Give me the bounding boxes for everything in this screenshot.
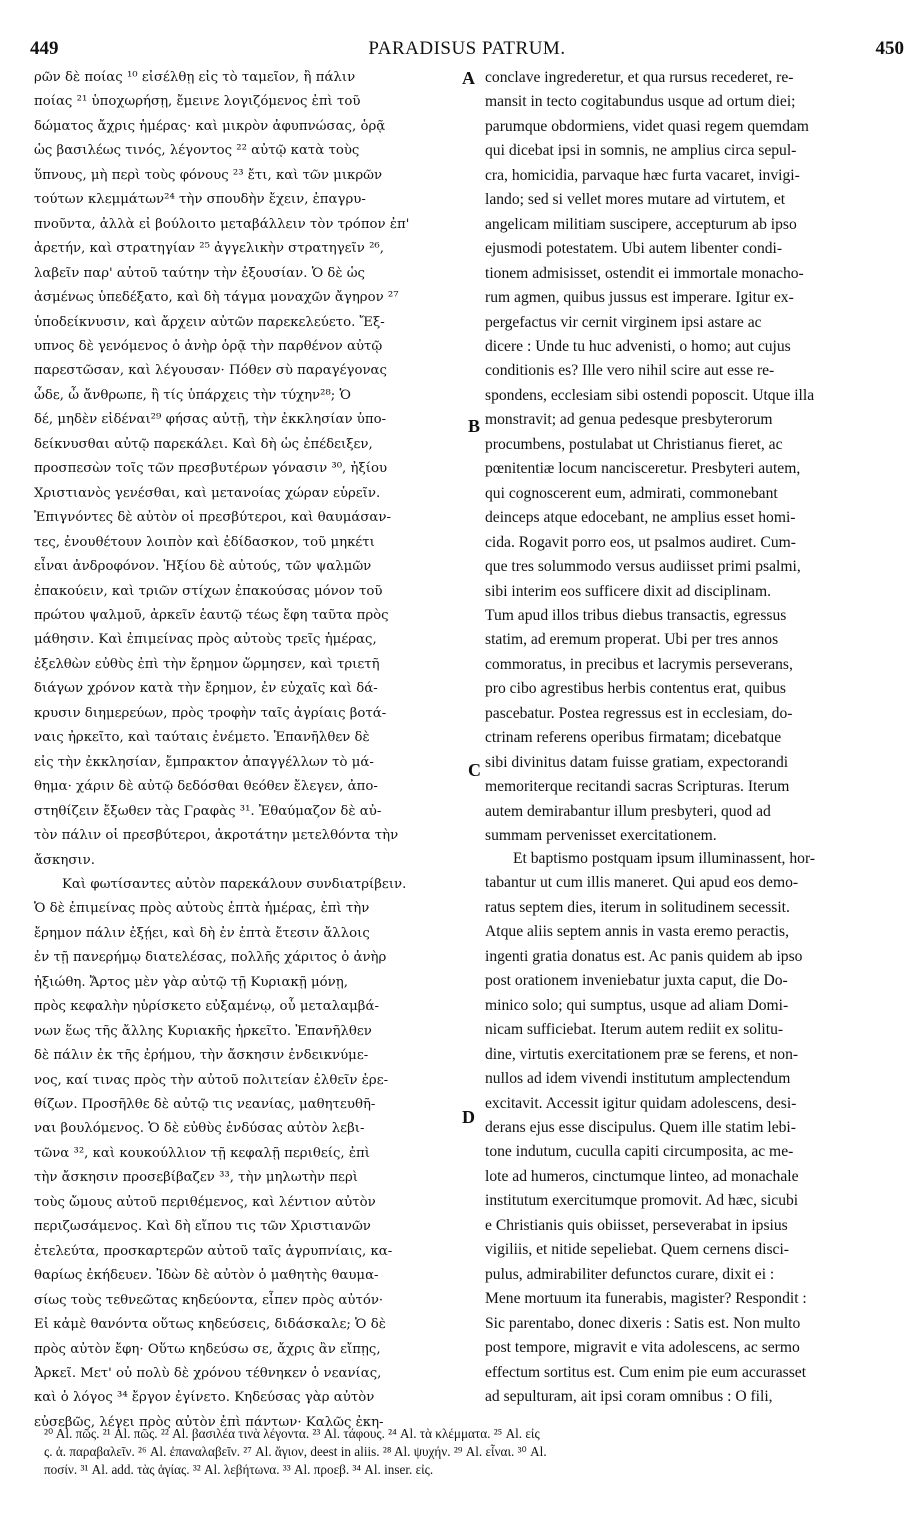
greek-text-line: δὲ πάλιν ἐκ τῆς ἐρήμου, τὴν ἄσκησιν ἐνδεικνύμε- — [34, 1048, 369, 1064]
greek-text-line: καὶ ὁ λόγος ³⁴ ἔργον ἐγίνετο. Κηδεύσας γὰρ αὐτὸν — [34, 1390, 375, 1406]
greek-text-line: Καὶ φωτίσαντες αὐτὸν παρεκάλουν συνδιατρίβειν. — [62, 876, 407, 892]
latin-text-line: derans ejus esse discipulus. Quem ille statim lebi- — [485, 1118, 796, 1136]
greek-column — [34, 66, 458, 1435]
footnote-line: ποσίν. ³¹ Al. add. τὰς ἁγίας. ³² Al. λεβήτωνα. ³³ Al. προεβ. ³⁴ Al. inser. εἰς. — [44, 1462, 434, 1477]
latin-text-line: institutum exercitumque promovit. Ad hæc, sicubi — [485, 1192, 799, 1210]
latin-text-line: Et baptismo postquam ipsum illuminassent, hor- — [513, 850, 816, 867]
latin-text-line: pascebatur. Postea regressus est in ecclesiam, do- — [485, 704, 793, 722]
latin-text-line: spondens, ecclesiam sibi ostendi poposcit. Utque illa — [485, 386, 815, 404]
latin-column-top — [485, 66, 907, 849]
margin-letter-c: C — [468, 760, 481, 780]
greek-text-line: Ἀρκεῖ. Μετ' οὐ πολὺ δὲ χρόνου τέθνηκεν ὁ νεανίας, — [34, 1366, 382, 1382]
greek-text-line: στηθίζειν ἔξωθεν τὰς Γραφὰς ³¹. Ἐθαύμαζον δὲ αὐ- — [34, 803, 382, 819]
greek-text-line: θημα· χάριν δὲ αὐτῷ δεδόσθαι θεόθεν ἔλεγεν, ἀπο- — [34, 779, 378, 795]
greek-text-line: ποίας ²¹ ὑποχωρήσῃ, ἔμεινε λογιζόμενος ἐπὶ τοῦ — [34, 94, 361, 110]
greek-text-line: νων ἕως τῆς ἄλλης Κυριακῆς ἠρκεῖτο. Ἐπανῆλθεν — [34, 1023, 372, 1039]
greek-text-line: ἠξιώθη. Ἄρτος μὲν γὰρ αὐτῷ τῇ Κυριακῇ μόνῃ, — [34, 974, 348, 990]
latin-text-line: post tempore, migravit e vita adolescens, ac sermo — [485, 1339, 800, 1357]
latin-text-line: nicam sufficiebat. Iterum autem rediit ex solitu- — [485, 1021, 784, 1039]
greek-text-line: υπνος δὲ γενόμενος ὁ ἀνὴρ ὁρᾷ τὴν παρθένον αὐτῷ — [34, 338, 383, 354]
greek-text-line: ἀσμένως ὑπεδέξατο, καὶ δὴ τάγμα μοναχῶν ἄγηρον ²⁷ — [34, 290, 399, 306]
latin-text-line: tone indutum, cuculla capiti circumposita, ac me- — [485, 1143, 794, 1161]
greek-text-line: Ἐπιγνόντες δὲ αὐτὸν οἱ πρεσβύτεροι, καὶ θαυμάσαν- — [34, 510, 391, 526]
latin-text-line: Atque aliis septem annis in vasta eremo peractis, — [485, 923, 789, 941]
latin-text-line: tabantur ut cum illis maneret. Qui apud eos demo- — [485, 874, 799, 892]
margin-letter-d: D — [462, 1107, 475, 1127]
greek-text-line: ὕπνους, μὴ περὶ τοὺς φόνους ²³ ἔτι, καὶ τῶν μικρῶν — [34, 167, 383, 183]
greek-text-line: εὐσεβῶς, λέγει πρὸς αὐτὸν ἐπὶ πάντων· Καλῶς ἐκη- — [34, 1414, 384, 1430]
latin-text-line: rum agmen, quibus jussus est imperare. Igitur ex- — [485, 289, 794, 307]
greek-text-line: εἶναι ἀνδροφόνον. Ἠξίου δὲ αὐτούς, τῶν ψαλμῶν — [34, 559, 372, 575]
greek-text-line: τες, ἐνουθέτουν λοιπὸν καὶ ἐδίδασκον, τοῦ μηκέτι — [34, 534, 375, 550]
latin-text-line: nullos ad idem vivendi institutum amplectendum — [485, 1070, 791, 1088]
latin-text-line: qui cognoscerent eum, admirati, commonebant — [485, 484, 778, 502]
greek-text-line: θαρίως ἐκήδευεν. Ἰδὼν δὲ αὐτὸν ὁ μαθητὴς θαυμα- — [34, 1268, 379, 1284]
greek-text-line: ἄσκησιν. — [34, 852, 95, 868]
latin-column-bottom — [485, 847, 907, 1409]
greek-text-line: εἰς τὴν ἐκκλησίαν, ἔμπρακτον ἀπαγγέλλων τὸ μά- — [34, 754, 374, 770]
margin-letter-a: A — [462, 68, 475, 88]
greek-text-line: τῶνα ³², καὶ κουκούλλιον τῇ κεφαλῇ περιθείς, ἐπὶ — [34, 1145, 370, 1161]
latin-text-line: mansit in tecto cogitabundus usque ad ortum diei; — [485, 93, 796, 111]
greek-text-line: δείκνυσθαι αὐτῷ παρεκάλει. Καὶ δὴ ὡς ἐπέδειξεν, — [34, 436, 373, 452]
latin-text-line: qui dicebat ipsi in somnis, ne amplius circa sepul- — [485, 142, 797, 160]
latin-text-line: conditionis es? Ille vero nihil scire aut esse re- — [485, 362, 775, 380]
greek-text-line: ἔρημον πάλιν ἐξῄει, καὶ δὴ ἐν ἑπτὰ ἔτεσιν ἄλλοις — [34, 925, 370, 941]
latin-text-line: statim, ad eremum properat. Ubi per tres annos — [485, 631, 779, 649]
margin-letter-b: B — [468, 416, 481, 436]
latin-text-line: commoratus, in precibus et lacrymis perseverans, — [485, 655, 793, 673]
greek-text-line: ἐτελεύτα, προσκαρτερῶν αὐτοῦ ταῖς ἀγρυπνίαις, κα- — [34, 1243, 393, 1259]
latin-text-line: post orationem inveniebatur juxta caput, die Do- — [485, 972, 788, 990]
greek-text-line: σίως τοὺς τεθνεῶτας κηδεύοντα, εἶπεν πρὸς αὐτόν· — [34, 1292, 384, 1308]
latin-text-line: summam pervenisset exercitationem. — [485, 827, 717, 845]
page-header — [30, 38, 904, 64]
greek-text-line: τὸν πάλιν οἱ πρεσβύτεροι, ἀκροτάτην μετελθόντα τὴν — [34, 828, 399, 844]
greek-text-line: δώματος ἄχρις ἡμέρας· καὶ μικρὸν ἀφυπνώσας, ὁρᾷ — [34, 118, 386, 134]
greek-text-line: πρὸς κεφαλὴν ηὑρίσκετο εὐξαμένῳ, οὗ μεταλαμβά- — [34, 999, 379, 1015]
latin-text-line: lando; sed si vellet mores mutare ad virtutem, et — [485, 191, 786, 209]
latin-text-line: minico solo; qui sumptus, usque ad aliam Domi- — [485, 996, 789, 1014]
latin-text-line: que tres solummodo versus audiisset primi psalmi, — [485, 558, 801, 576]
greek-text-line: λαβεῖν παρ' αὐτοῦ ταύτην τὴν ἐξουσίαν. Ὁ δὲ ὡς — [34, 265, 366, 281]
greek-text-line: θίζων. Προσῆλθε δὲ αὐτῷ τις νεανίας, μαθητευθῆ- — [34, 1097, 376, 1113]
latin-text-line: excitavit. Accessit igitur quidam adolescens, desi- — [485, 1094, 797, 1112]
greek-text-line: ἐπακούειν, καὶ τριῶν στίχων ἐπακούσας μόνον τοῦ — [34, 583, 383, 599]
latin-text-line: lote ad humeros, cinctumque linteo, ad monachale — [485, 1167, 799, 1185]
latin-text-line: ratus septem dies, iterum in solitudinem secessit. — [485, 898, 790, 916]
latin-text-line: pœnitentiæ locum nancisceretur. Presbyteri autem, — [485, 460, 801, 478]
latin-text-line: monstravit; ad genua pedesque presbyterorum — [485, 411, 773, 429]
latin-text-line: Mene mortuum ita funerabis, magister? Respondit : — [485, 1290, 807, 1308]
latin-text-line: sibi interim eos sufficere dixit ad disciplinam. — [485, 582, 771, 600]
greek-text-line: πρώτου ψαλμοῦ, ἀρκεῖν ἑαυτῷ τέως ἔφη ταῦτα πρὸς — [34, 607, 389, 623]
greek-text-line: ναις ἠρκεῖτο, καὶ ταύταις ἐνέμετο. Ἐπανῆλθεν δὲ — [34, 730, 370, 746]
greek-text-line: τούτων κλεμμάτων²⁴ τὴν σπουδὴν ἔχειν, ἐπαγρυ- — [34, 192, 366, 208]
latin-text-line: deinceps atque edocebant, ne amplius esset homi- — [485, 509, 796, 527]
greek-text-line: ναι βουλόμενος. Ὁ δὲ εὐθὺς ἐνδύσας αὐτὸν λεβι- — [34, 1121, 365, 1137]
latin-text-line: e Christianis quis obiisset, perseverabat in ipsius — [485, 1216, 788, 1234]
page-number-right: 450 — [875, 38, 904, 59]
greek-text-line: Ὁ δὲ ἐπιμείνας πρὸς αὐτοὺς ἑπτὰ ἡμέρας, ἐπὶ τὴν — [34, 901, 370, 917]
latin-text-line: dine, virtutis exercitationem præ se ferens, et non- — [485, 1045, 799, 1063]
greek-text-line: μάθησιν. Καὶ ἐπιμείνας πρὸς αὐτοὺς τρεῖς ἡμέρας, — [34, 632, 377, 648]
greek-text-line: διάγων χρόνον κατὰ τὴν ἔρημον, ἐν εὐχαῖς καὶ δά- — [34, 681, 378, 697]
greek-text-line: Εἰ κἀμὲ θανόντα οὕτως κηδεύσεις, διδάσκαλε; Ὁ δὲ — [34, 1317, 386, 1333]
latin-text-line: ejusmodi potestatem. Ubi autem libenter condi- — [485, 240, 783, 258]
greek-text-line: ὑποδείκνυσιν, καὶ ἄρχειν αὐτῶν παρεκελεύετο. Ἔξ- — [34, 314, 385, 330]
greek-text-line: ἐξελθὼν εὐθὺς ἐπὶ τὴν ἔρημον ὥρμησεν, καὶ τριετῆ — [34, 656, 380, 672]
latin-text-line: memoriterque recitandi sacras Scripturas. Iterum — [485, 778, 790, 796]
greek-text-line: περιζωσάμενος. Καὶ δὴ εἴπου τις τῶν Χριστιανῶν — [34, 1219, 371, 1235]
latin-text-line: cra, homicidia, parvaque hæc furta vacaret, invigi- — [485, 166, 800, 184]
greek-text-line: προσπεσὼν τοῖς τῶν πρεσβυτέρων γόνασιν ³⁰, ἠξίου — [34, 461, 388, 477]
latin-text-line: parumque obdormiens, videt quasi regem quemdam — [485, 117, 809, 135]
greek-text-line: ἀρετήν, καὶ στρατηγίαν ²⁵ ἀγγελικὴν στρατηγεῖν ²⁶, — [34, 241, 384, 257]
latin-text-line: angelicam militiam suscipere, accepturum ab ipso — [485, 215, 797, 233]
footnote-line: ²⁰ Al. πῶς. ²¹ Al. πῶς. ²² Al. βασιλέα τινὰ λέγοντα. ²³ Al. τάφους. ²⁴ Al. τὰ κλέμματα. ²⁵ Al. εἰς — [44, 1426, 540, 1441]
greek-text-line: τοὺς ὤμους αὐτοῦ περιθέμενος, καὶ λέντιον αὐτὸν — [34, 1194, 376, 1210]
latin-text-line: sibi divinitus datam fuisse gratiam, expectorandi — [485, 753, 789, 771]
latin-text-line: conclave ingrederetur, et qua rursus recederet, re- — [485, 69, 794, 86]
latin-text-line: ctrinam referens operibus firmatam; dicebatque — [485, 729, 782, 747]
latin-text-line: pergefactus vir cernit virginem ipsi astare ac — [485, 313, 762, 331]
footnotes — [44, 1425, 894, 1479]
page-number-left: 449 — [30, 38, 59, 59]
latin-text-line: effectum sortitus est. Cum enim pie eum accurasset — [485, 1363, 807, 1381]
latin-text-line: Sic parentabo, donec dixeris : Satis est. Non multo — [485, 1314, 801, 1332]
greek-text-line: δέ, μηδὲν εἰδέναι²⁹ φήσας αὐτῇ, τὴν ἐκκλησίαν ὑπο- — [34, 412, 387, 428]
greek-text-line: ρῶν δὲ ποίας ¹⁰ εἰσέλθῃ εἰς τὸ ταμεῖον, ἢ πάλιν — [34, 70, 356, 85]
greek-text-line: παρεστῶσαν, καὶ λέγουσαν· Πόθεν σὺ παραγέγονας — [34, 363, 387, 379]
running-title: PARADISUS PATRUM. — [368, 38, 566, 59]
latin-text-line: dicere : Unde tu huc advenisti, o homo; aut cujus — [485, 337, 791, 355]
greek-text-line: κρυσιν διημερεύων, πρὸς τροφὴν ταῖς ἀγρίαις βοτά- — [34, 705, 387, 721]
greek-text-line: πνοῦντα, ἀλλὰ εἰ βούλοιτο μεταβάλλειν τὸν τρόπον ἐπ' — [34, 216, 410, 232]
greek-text-line: νος, καί τινας πρὸς τὴν αὐτοῦ πολιτείαν ἐλθεῖν ἐρε- — [34, 1072, 389, 1088]
footnote-line: ς. ἀ. παραβαλεῖν. ²⁶ Al. ἐπαναλαβεῖν. ²⁷ Al. ἅγιον, deest in aliis. ²⁸ Al. ψυχήν. ²⁹ Al. εἶναι. ³⁰ Al. — [44, 1444, 547, 1459]
latin-text-line: tionem admisisset, ostendit ei immortale monacho- — [485, 264, 804, 282]
greek-text-line: ἐν τῇ πανερήμῳ διατελέσας, πολλῆς χάριτος ὁ ἀνὴρ — [34, 950, 387, 966]
latin-text-line: autem demirabantur illum presbyteri, quod ad — [485, 802, 771, 820]
latin-text-line: pro cibo agrestibus herbis contentus erat, quibus — [485, 680, 786, 698]
greek-text-line: τὴν ἄσκησιν προσεβίβαζεν ³³, τὴν μηλωτὴν περὶ — [34, 1170, 358, 1186]
latin-text-line: Tum apud illos tribus diebus transactis, egressus — [485, 606, 787, 624]
greek-text-line: Χριστιανὸς γενέσθαι, καὶ μετανοίας χώραν εὑρεῖν. — [34, 485, 381, 501]
greek-text-line: ὧδε, ὦ ἄνθρωπε, ἢ τίς ὑπάρχεις τὴν τύχην²⁸; Ὁ — [34, 387, 351, 403]
greek-text-line: ὡς βασιλέως τινός, λέγοντος ²² αὐτῷ κατὰ τοὺς — [34, 143, 360, 159]
latin-text-line: vigiliis, et nitide sepeliebat. Quem cernens disci- — [485, 1241, 789, 1259]
latin-text-line: ingenti gratia donatus est. Ac panis quidem ab ipso — [485, 947, 803, 965]
latin-text-line: procumbens, postulabat ut Christianus fieret, ac — [485, 435, 783, 453]
greek-text-line: πρὸς αὐτὸν ἔφη· Οὕτω κηδεύσω σε, ἄχρις ἂν εἴπῃς, — [34, 1341, 381, 1357]
latin-text-line: pulus, admirabiliter defunctos curare, dixit ei : — [485, 1265, 775, 1283]
latin-text-line: cida. Rogavit porro eos, ut psalmos audiret. Cum- — [485, 533, 796, 551]
latin-text-line: ad sepulturam, ait ipsi coram omnibus : O fili, — [485, 1387, 773, 1405]
